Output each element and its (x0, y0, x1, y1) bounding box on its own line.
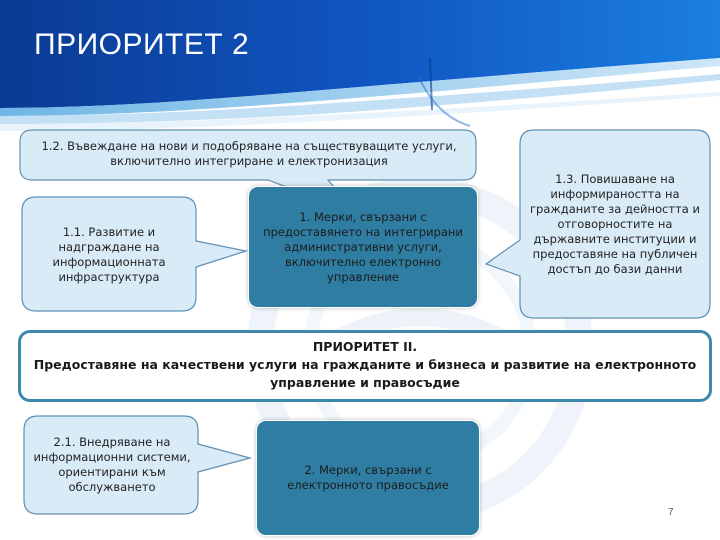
page-number: 7 (668, 507, 674, 518)
priority-heading: ПРИОРИТЕТ II. (312, 339, 418, 354)
callout-1-1-text: 1.1. Развитие и надграждане на информационната инфраструктура (52, 225, 166, 284)
priority-description: Предоставяне на качествени услуги на гражданите и бизнеса и развитие на електронното управление и правосъдие (33, 357, 697, 390)
priority-banner (18, 330, 712, 402)
header-banner (0, 0, 720, 135)
callout-1-3-text: 1.3. Повишаване на информираността на гражданите за дейността и отговорностите на държавните институции и предоставяне на публичен достъп до бази данни (530, 171, 700, 276)
slide-title: ПРИОРИТЕТ 2 (34, 28, 250, 61)
callout-1-2-text: 1.2. Въвеждане на нови и подобряване на съществуващите услуги, включително интегриране и електронизация (41, 139, 457, 168)
callout-2-1-text: 2.1. Внедряване на информационни системи, ориентирани към обслужването (33, 435, 191, 494)
measure-2-box: 2. Мерки, свързани с електронното правосъдие (256, 420, 480, 536)
measure-1-box: 1. Мерки, свързани с предоставянето на интегрирани административни услуги, включително електронно управление (248, 186, 478, 308)
